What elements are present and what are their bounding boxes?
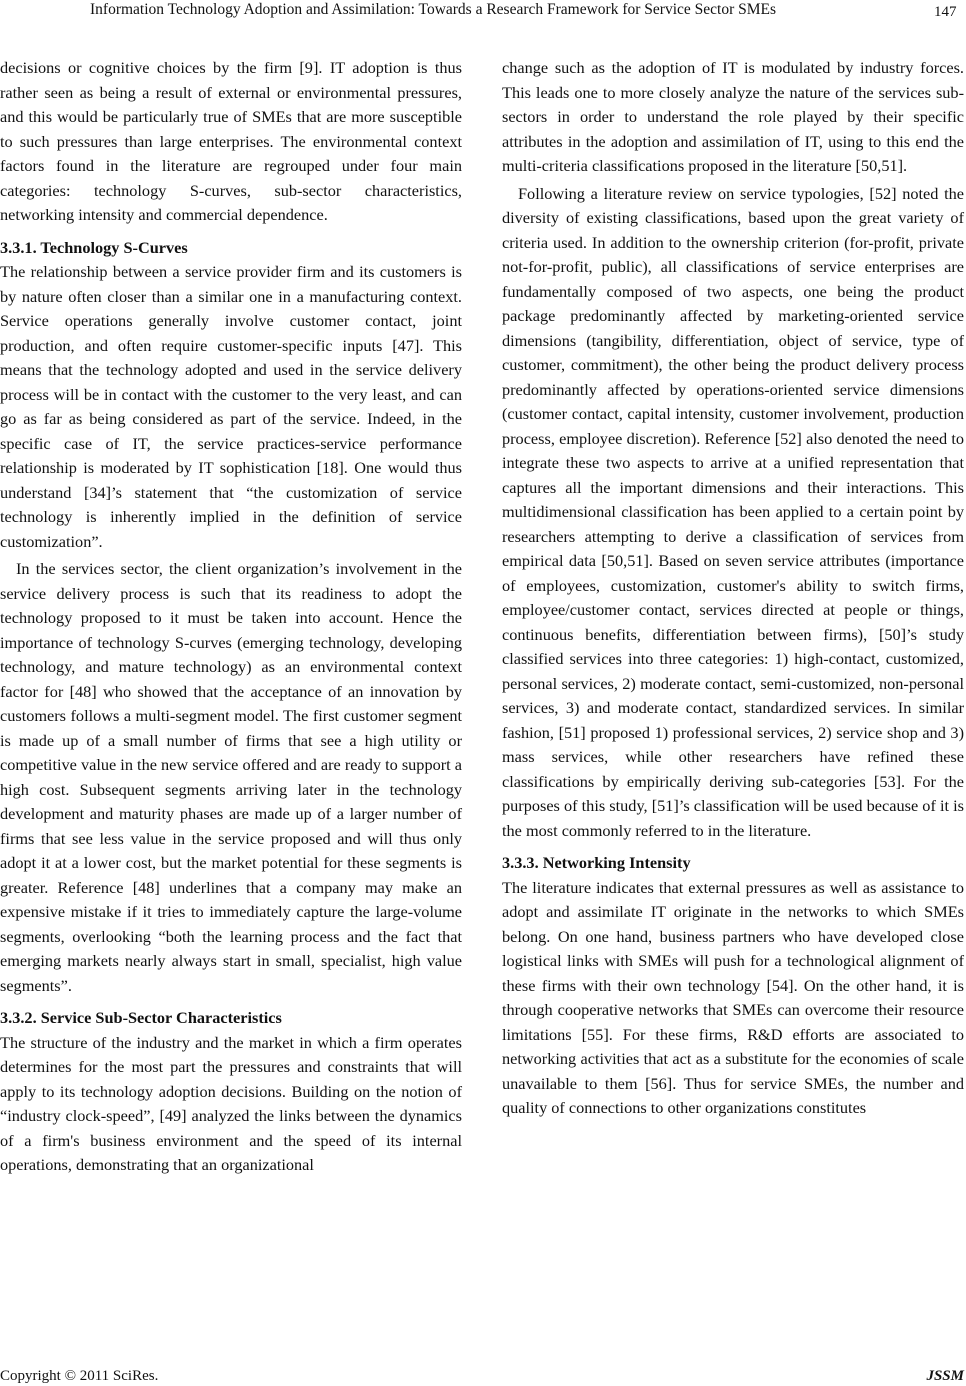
running-title: Information Technology Adoption and Assimilation: Towards a Research Framework for Service Sector SMEs — [90, 1, 777, 18]
right-column — [502, 56, 964, 1121]
copyright-notice: Copyright © 2011 SciRes. — [0, 1368, 159, 1384]
paragraph: The literature indicates that external pressures as well as assistance to adopt and assimilate IT originate in the networks to which SMEs belong. On one hand, business partners who have developed close logistical links with SMEs will push for a technological alignment of these firms with their own technology [54]. On the other hand, it is through cooperative networks that SMEs can overcome their resource limitations [55]. For these firms, R&D efforts are associated to networking activities that act as a substitute for the economies of scale unavailable to them [56]. Thus for service SMEs, the number and quality of connections to other organizations constitutes — [502, 877, 964, 1117]
paragraph: Following a literature review on service typologies, [52] noted the diversity of existing classifications, based upon the great variety of criteria used. In addition to the ownership criterion (for-profit, private not-for-profit, public), all classifications of service enterprises are fundamentally composed of two aspects, one being the product package predominantly affected by marketing-oriented service dimensions (tangibility, differentiation, object of service, type of customer, commitment), the other being the product delivery process predominantly affected by operations-oriented service dimensions (customer contact, capital intensity, customer involvement, production process, employee discretion). Reference [52] also denoted the need to integrate these two aspects to arrive at a unified representation that captures all the important dimensions and their interactions. This multidimensional classification has been applied to a certain point by researchers attempting to derive a classification of services from empirical data [50,51]. Based on seven service attributes (importance of employees, customization, customer's ability to switch firms, employee/customer contact, services directed at people or things, continuous benefits, differentiation between firms), [50]’s study classified services into three categories: 1) high-contact, customized, personal services, 2) moderate contact, semi-customized, non-personal services, 3) and moderate contact, standardized services. In similar fashion, [51] proposed 1) professional services, 2) service shop and 3) mass services, while other researchers have refined these classifications by empirically deriving sub-categories [53]. For the purposes of this study, [51]’s classification will be used because of it is the most commonly referred to in the literature. — [502, 183, 964, 840]
journal-abbreviation: JSSM — [926, 1368, 964, 1384]
section-heading-3-3-1: 3.3.1. Technology S-Curves — [0, 237, 188, 257]
paragraph: In the services sector, the client organization’s involvement in the service delivery process is such that its readiness to adopt the technology proposed to it must be taken into account. Hence the importance of technology S-curves (emerging technology, developing technology, and mature technology) as an environmental context factor for [48] who showed that the acceptance of an innovation by customers follows a multi-segment model. The first customer segment is made up of a small number of firms that see a high utility or competitive value in the new service offered and are ready to support a high cost. Subsequent segments arriving later in the technology development and maturity phases are made up of a larger number of firms that see less value in the service proposed and will thus only adopt it at a lower cost, but the market potential for these segments is greater. Reference [48] underlines that a company may make an expensive mistake if it tries to immediately capture the large-volume segments, overlooking “both the learning process and the fact that emerging markets nearly always start in small, specialist, high value segments”. — [0, 559, 462, 995]
section-heading-3-3-3: 3.3.3. Networking Intensity — [502, 853, 691, 872]
page-number: 147 — [934, 4, 957, 20]
paragraph: The structure of the industry and the market in which a firm operates determines for the most part the pressures and constraints that will apply to its technology adoption decisions. Building on the notion of “industry clock-speed”, [49] analyzed the links between the dynamics of a firm's business environment and the speed of its internal operations, demonstrating that an organizational — [0, 1032, 462, 1174]
page-footer — [0, 1366, 966, 1386]
paragraph: The relationship between a service provider firm and its customers is by nature often closer than a similar one in a manufacturing context. Service operations generally involve customer contact, joint production, and often require customer-specific inputs [47]. This means that the technology adopted and used in the service delivery process will be in contact with the customer to the very least, and can go as far as being considered as part of the service. Indeed, in the specific case of IT, the service practices-service performance relationship is moderated by IT sophistication [18]. One would thus understand [34]’s statement that “the customization of service technology is inherently implied in the definition of service customization”. — [0, 262, 462, 551]
section-heading-3-3-2: 3.3.2. Service Sub-Sector Characteristics — [0, 1008, 282, 1027]
paragraph: decisions or cognitive choices by the firm [9]. IT adoption is thus rather seen as being a result of external or environmental pressures, and this would be particularly true of SMEs that are more susceptible to such pressures than large enterprises. The environmental context factors found in the literature are regrouped under four main categories: technology S-curves, sub-sector characteristics, networking intensity and commercial dependence. — [0, 58, 462, 224]
left-column — [0, 56, 462, 1178]
page-header — [0, 0, 966, 30]
paragraph: change such as the adoption of IT is modulated by industry forces. This leads one to more closely analyze the nature of the services sub-sectors in order to understand the role played by their specific attributes in the adoption and assimilation of IT, using to this end the multi-criteria classifications proposed in the literature [50,51]. — [502, 58, 964, 175]
